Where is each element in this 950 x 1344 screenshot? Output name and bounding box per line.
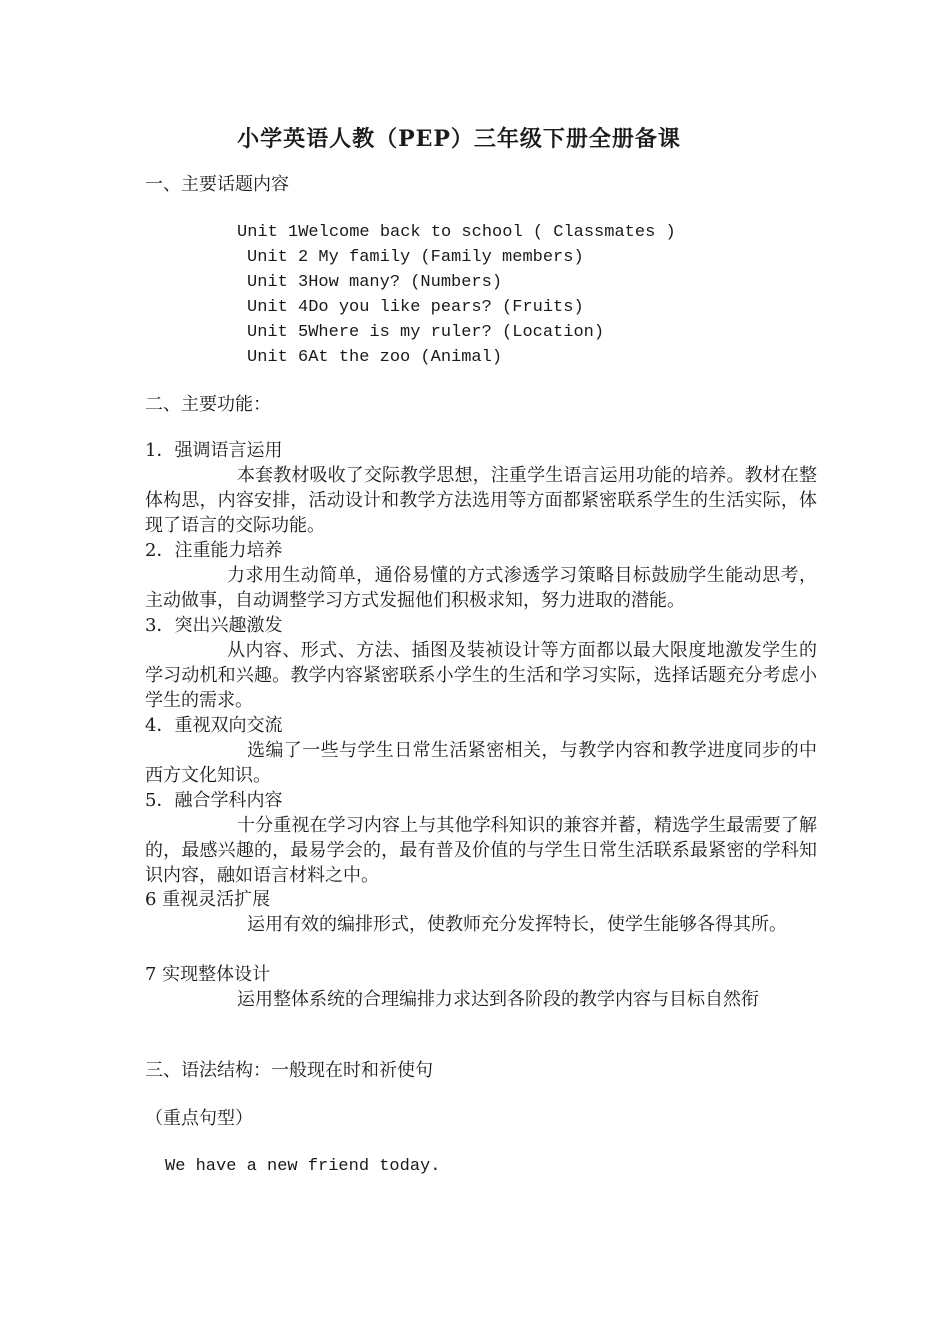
unit-line-4: Unit 4Do you like pears? (Fruits) xyxy=(247,298,584,317)
function-item-text: 十分重视在学习内容上与其他学科知识的兼容并蓄，精选学生最需要了解的，最感兴趣的，最易学会的，最有普及价值的与学生日常生活联系最紧密的学科知识内容，融如语言材料之中。 xyxy=(145,815,817,886)
function-item-heading: 2．注重能力培养 xyxy=(145,540,283,561)
unit-line-6: Unit 6At the zoo (Animal) xyxy=(247,348,503,367)
unit-line-1: Unit 1Welcome back to school ( Classmates ) xyxy=(237,223,676,242)
function-item-heading: 3．突出兴趣激发 xyxy=(145,615,283,636)
unit-line-2: Unit 2 My family (Family members) xyxy=(247,248,584,267)
function-item-text: 从内容、形式、方法、插图及装祯设计等方面都以最大限度地激发学生的学习动机和兴趣。教学内容紧密联系小学生的生活和学习实际，选择话题充分考虑小学生的需求。 xyxy=(145,640,817,711)
function-item-text: 本套教材吸收了交际教学思想，注重学生语言运用功能的培养。教材在整体构思，内容安排，活动设计和教学方法选用等方面都紧密联系学生的生活实际，体现了语言的交际功能。 xyxy=(145,465,817,536)
section3-subheading: （重点句型） xyxy=(145,1108,253,1129)
function-item-text: 选编了一些与学生日常生活紧密相关，与教学内容和教学进度同步的中西方文化知识。 xyxy=(145,740,817,786)
section3-heading: 三、语法结构：一般现在时和祈使句 xyxy=(145,1060,433,1081)
section2-heading: 二、主要功能： xyxy=(145,394,271,415)
function-item-heading: 7 实现整体设计 xyxy=(145,964,271,985)
function-item-heading: 4．重视双向交流 xyxy=(145,715,283,736)
section1-heading: 一、主要话题内容 xyxy=(145,174,289,195)
unit-line-3: Unit 3How many? (Numbers) xyxy=(247,273,503,292)
function-item-heading: 5．融合学科内容 xyxy=(145,790,283,811)
example-sentence: We have a new friend today. xyxy=(165,1157,441,1176)
unit-line-5: Unit 5Where is my ruler? (Location) xyxy=(247,323,605,342)
function-item-text: 运用有效的编排形式，使教师充分发挥特长，使学生能够各得其所。 xyxy=(247,914,787,935)
function-item-heading: 1．强调语言运用 xyxy=(145,440,283,461)
document-title: 小学英语人教（PEP）三年级下册全册备课 xyxy=(237,126,681,152)
function-item-heading: 6 重视灵活扩展 xyxy=(145,889,271,910)
function-item-text: 运用整体系统的合理编排力求达到各阶段的教学内容与目标自然衔 xyxy=(237,989,759,1010)
function-item-text: 力求用生动简单，通俗易懂的方式渗透学习策略目标鼓励学生能动思考，主动做事，自动调整学习方式发掘他们积极求知，努力进取的潜能。 xyxy=(145,565,817,611)
